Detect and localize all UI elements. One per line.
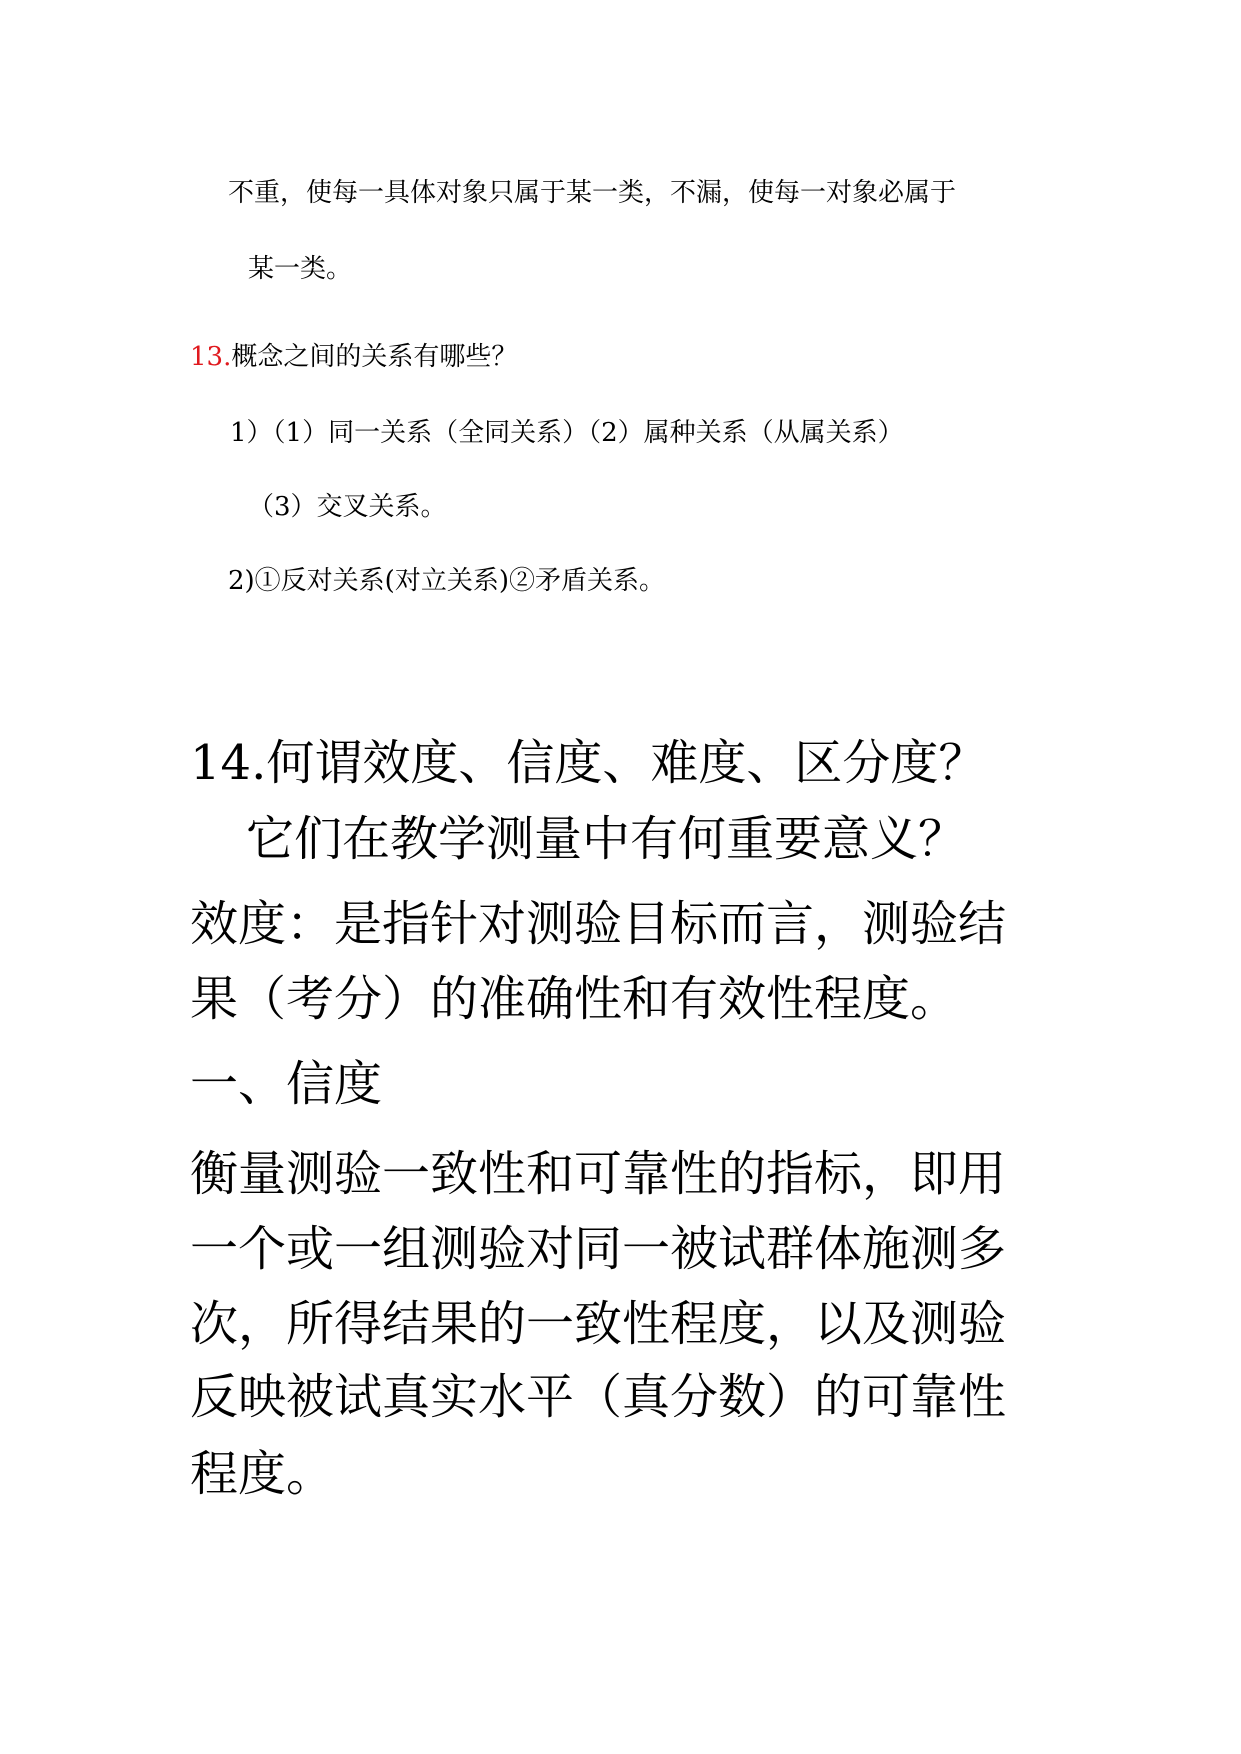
answer-13-part2: 2)①反对关系(对立关系)②矛盾关系。 xyxy=(228,566,665,596)
continuation-line-2: 某一类。 xyxy=(248,254,353,284)
section-heading-reliability: 一、信度 xyxy=(190,1056,383,1112)
validity-definition-line1: 效度：是指针对测验目标而言，测验结 xyxy=(190,896,1007,952)
question-13-number: 13. xyxy=(190,342,232,372)
question-14-title-line2: 它们在教学测量中有何重要意义？ xyxy=(246,811,967,867)
validity-definition-line2: 果（考分）的准确性和有效性程度。 xyxy=(190,971,959,1027)
continuation-line-1: 不重，使每一具体对象只属于某一类，不漏，使每一对象必属于 xyxy=(228,178,957,208)
question-13-text: 概念之间的关系有哪些？ xyxy=(231,342,518,372)
reliability-line: 次，所得结果的一致性程度，以及测验 xyxy=(190,1296,1007,1352)
reliability-line: 程度。 xyxy=(190,1446,335,1502)
answer-13-part1-line2: （3）交叉关系。 xyxy=(248,492,447,522)
reliability-line: 衡量测验一致性和可靠性的指标，即用 xyxy=(190,1146,1007,1202)
question-13 xyxy=(190,336,517,373)
reliability-line: 反映被试真实水平（真分数）的可靠性 xyxy=(190,1369,1007,1425)
reliability-line: 一个或一组测验对同一被试群体施测多 xyxy=(190,1221,1007,1277)
question-14-title-line1: 14.何谓效度、信度、难度、区分度？ xyxy=(190,735,987,791)
answer-13-part1-line1: 1）（1）同一关系（全同关系）（2）属种关系（从属关系） xyxy=(230,418,904,448)
